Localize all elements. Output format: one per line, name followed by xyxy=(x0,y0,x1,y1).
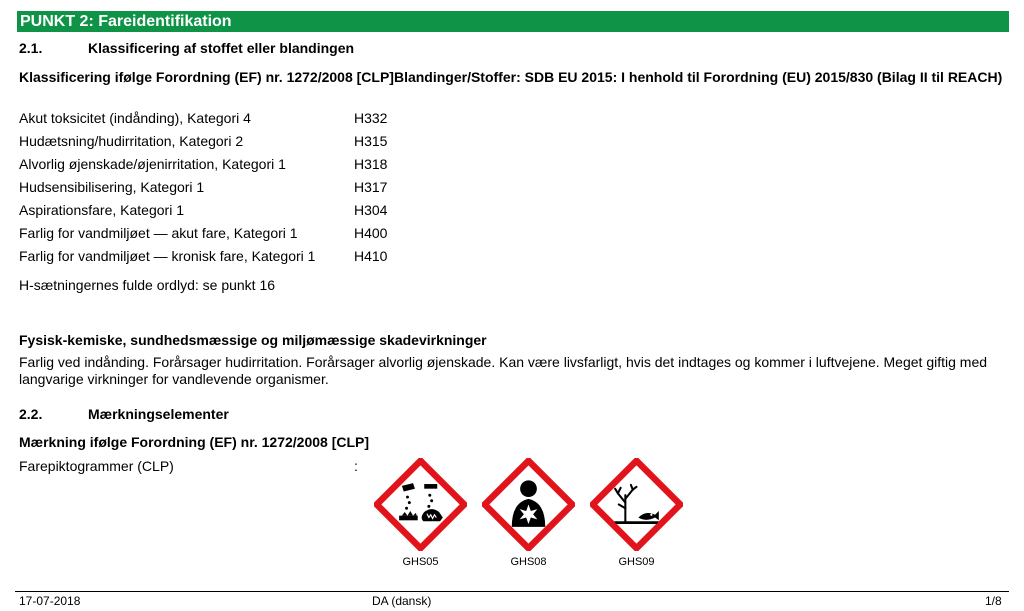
footer-divider xyxy=(15,591,1009,592)
hazard-code: H400 xyxy=(354,225,388,241)
classification-name: Hudætsning/hudirritation, Kategori 2 xyxy=(19,133,244,149)
pictogram-code: GHS05 xyxy=(402,556,439,568)
subsection-number-2-1: 2.1. xyxy=(19,40,43,56)
labelling-heading: Mærkning ifølge Forordning (EF) nr. 1272/2008 [CLP] xyxy=(19,434,370,450)
effects-heading: Fysisk-kemiske, sundhedsmæssige og miljømæssige skadevirkninger xyxy=(19,332,487,348)
environment-icon xyxy=(590,458,683,551)
classification-name: Farlig for vandmiljøet — akut fare, Kategori 1 xyxy=(19,225,298,241)
hazard-code: H410 xyxy=(354,248,388,264)
hazard-code: H315 xyxy=(354,133,388,149)
classification-name: Farlig for vandmiljøet — kronisk fare, Kategori 1 xyxy=(19,248,316,264)
hazard-code: H318 xyxy=(354,156,388,172)
hazard-code: H304 xyxy=(354,202,388,218)
corrosion-icon xyxy=(374,458,467,551)
hazard-code: H332 xyxy=(354,110,388,126)
h-statements-note: H-sætningernes fulde ordlyd: se punkt 16 xyxy=(19,277,276,293)
effects-text: Farlig ved indånding. Forårsager hudirritation. Forårsager alvorlig øjenskade. Kan være livsfarligt, hvis det indtages og kommer i luftvejene. Meget giftig med langvarige virkninger for vandlevende organismer. xyxy=(19,354,988,387)
pictogram-code: GHS08 xyxy=(510,556,547,568)
footer-language: DA (dansk) xyxy=(372,594,432,608)
section-title: PUNKT 2: Fareidentifikation xyxy=(17,11,1009,32)
subsection-number-2-2: 2.2. xyxy=(19,406,43,422)
classification-name: Alvorlig øjenskade/øjenirritation, Kategori 1 xyxy=(19,156,286,172)
footer-page-number: 1/8 xyxy=(985,594,1002,608)
subsection-title-2-2: Mærkningselementer xyxy=(88,406,229,422)
health-hazard-icon xyxy=(482,458,575,551)
classification-name: Hudsensibilisering, Kategori 1 xyxy=(19,179,205,195)
pictograms-colon: : xyxy=(354,458,358,474)
subsection-title-2-1: Klassificering af stoffet eller blandingen xyxy=(88,40,355,56)
classification-name: Akut toksicitet (indånding), Kategori 4 xyxy=(19,110,251,126)
pictogram-code: GHS09 xyxy=(618,556,655,568)
pictograms-label: Farepiktogrammer (CLP) xyxy=(19,458,174,474)
hazard-code: H317 xyxy=(354,179,388,195)
classification-heading: Klassificering ifølge Forordning (EF) nr. 1272/2008 [CLP]Blandinger/Stoffer: SDB EU 2015: I henhold til Forordning (EU) 2015/830 (Bilag II til REACH) xyxy=(19,69,1003,85)
classification-name: Aspirationsfare, Kategori 1 xyxy=(19,202,184,218)
footer-date: 17-07-2018 xyxy=(19,594,81,608)
